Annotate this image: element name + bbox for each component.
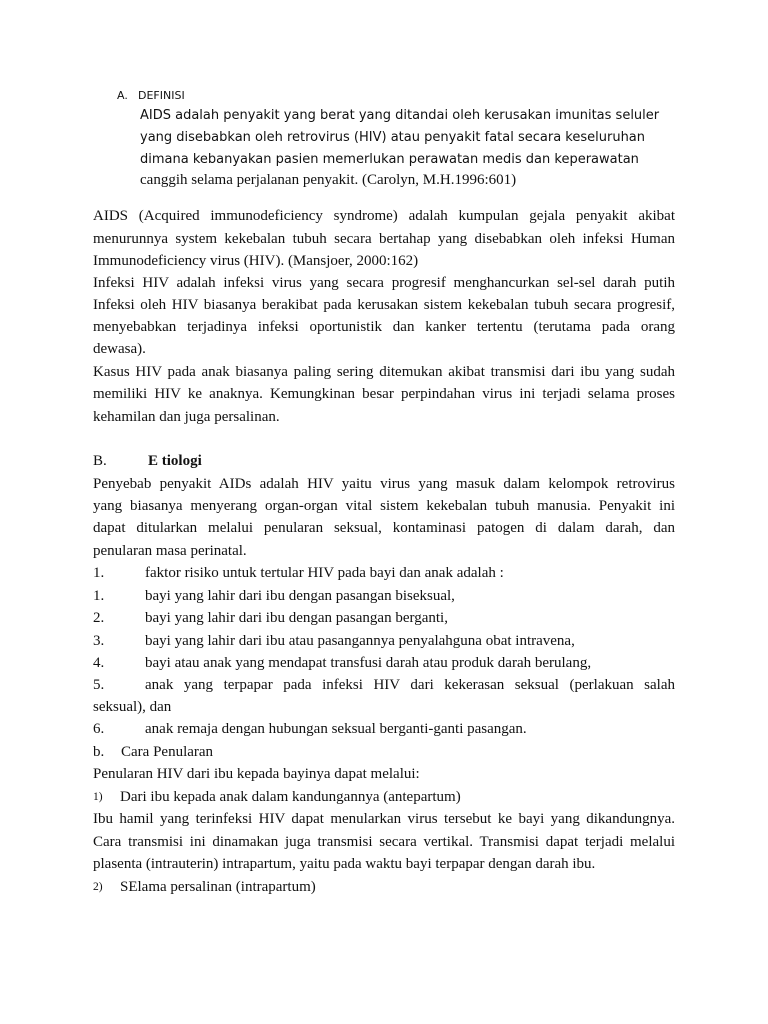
list-item: bayi yang lahir dari ibu atau pasangannya penyalahguna obat intravena, <box>145 633 575 649</box>
section-b-letter: B. <box>93 453 107 469</box>
paragraph-line: menurunnya system kekebalan tubuh secara bertahap yang disebabkan oleh infeksi Human <box>93 231 675 247</box>
list-item: bayi yang lahir dari ibu dengan pasangan biseksual, <box>145 588 455 604</box>
paragraph-line: kehamilan dan juga persalinan. <box>93 409 280 425</box>
route-title: Dari ibu kepada anak dalam kandungannya (antepartum) <box>120 789 461 805</box>
subsection-title: Cara Penularan <box>121 744 214 760</box>
list-number: 4. <box>93 655 105 671</box>
paragraph-line: Infeksi oleh HIV biasanya berakibat pada kerusakan sistem kekebalan tubuh secara progresif, <box>93 297 675 313</box>
paragraph-line: dewasa). <box>93 341 146 357</box>
list-item: anak remaja dengan hubungan seksual berganti-ganti pasangan. <box>145 721 527 737</box>
route-number: 1) <box>93 791 103 803</box>
paragraph-line: Ibu hamil yang terinfeksi HIV dapat menularkan virus tersebut ke bayi yang dikandungnya. <box>93 811 675 827</box>
intro-line: yang disebabkan oleh retrovirus (HIV) atau penyakit fatal secara keseluruhan <box>140 130 646 145</box>
paragraph-line: Cara transmisi ini dinamakan juga transmisi secara vertikal. Transmisi dapat terjadi melalui <box>93 834 675 850</box>
paragraph-line: menyebabkan terjadinya infeksi oportunistik dan kanker tertentu (terutama pada orang <box>93 319 675 335</box>
list-item: anak yang terpapar pada infeksi HIV dari kekerasan seksual (perlakuan salah <box>145 677 675 693</box>
list-item: bayi atau anak yang mendapat transfusi darah atau produk darah berulang, <box>145 655 592 671</box>
paragraph-line: Infeksi HIV adalah infeksi virus yang secara progresif menghancurkan sel-sel darah putih <box>93 275 675 291</box>
list-number: 6. <box>93 721 105 737</box>
subsection-label: b. <box>93 744 105 760</box>
section-b-heading: E tiologi <box>148 453 202 469</box>
list-item: bayi yang lahir dari ibu dengan pasangan berganti, <box>145 610 448 626</box>
intro-line: AIDS adalah penyakit yang berat yang ditandai oleh kerusakan imunitas seluler <box>140 108 660 123</box>
paragraph-line: dapat ditularkan melalui penularan seksual, kontaminasi patogen di dalam darah, dan <box>93 520 675 536</box>
list-number: 2. <box>93 610 105 626</box>
paragraph-line: penularan masa perinatal. <box>93 543 247 559</box>
route-title: SElama persalinan (intrapartum) <box>120 879 316 895</box>
paragraph-line: Kasus HIV pada anak biasanya paling sering ditemukan akibat transmisi dari ibu yang sudah <box>93 364 675 380</box>
paragraph-line: Immunodeficiency virus (HIV). (Mansjoer, 2000:162) <box>93 253 419 269</box>
list-number: 5. <box>93 677 105 693</box>
intro-citation-line: canggih selama perjalanan penyakit. (Carolyn, M.H.1996:601) <box>140 172 517 188</box>
paragraph-line: AIDS (Acquired immunodeficiency syndrome) adalah kumpulan gejala penyakit akibat <box>93 208 675 224</box>
paragraph-line: memiliki HIV ke anaknya. Kemungkinan besar perpindahan virus ini terjadi selama proses <box>93 386 675 402</box>
list-number: 3. <box>93 633 105 649</box>
paragraph-line: plasenta (intrauterin) intrapartum, yaitu pada waktu bayi terpapar dengan darah ibu. <box>93 856 596 872</box>
transmission-intro: Penularan HIV dari ibu kepada bayinya dapat melalui: <box>93 766 420 782</box>
section-a-letter: A. <box>117 89 128 102</box>
list-number: 1. <box>93 588 105 604</box>
risk-heading-text: faktor risiko untuk tertular HIV pada bayi dan anak adalah : <box>145 565 504 581</box>
paragraph-line: Penyebab penyakit AIDs adalah HIV yaitu virus yang masuk dalam kelompok retrovirus <box>93 476 675 492</box>
paragraph-line: yang biasanya menyerang organ-organ vital sistem kekebalan tubuh manusia. Penyakit ini <box>93 498 675 514</box>
section-a-heading: DEFINISI <box>138 89 185 102</box>
list-number: 1. <box>93 565 105 581</box>
intro-line: dimana kebanyakan pasien memerlukan perawatan medis dan keperawatan <box>140 152 639 167</box>
route-number: 2) <box>93 881 103 893</box>
list-item-continuation: seksual), dan <box>93 699 172 715</box>
